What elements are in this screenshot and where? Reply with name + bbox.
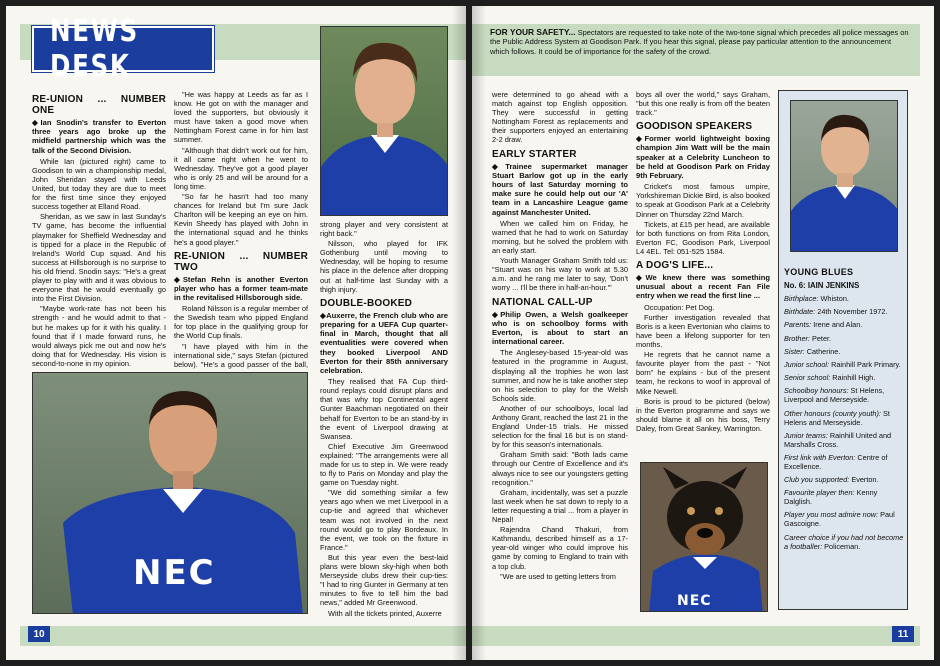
paragraph: Roland Nilsson is a regular member of the Swedish team who pipped England for top place in the qualifying group for the World Cup finals.	[174, 304, 308, 341]
young-blues-subtitle: No. 6: IAIN JENKINS	[784, 281, 860, 290]
heading-reunion-two: RE-UNION ... NUMBER TWO	[174, 250, 308, 273]
paragraph: Tickets, at £15 per head, are available for both functions on from Rita London, Everton FC, Goodison Park, Liverpool L4 4EL. Tel: 051-525 1584.	[636, 219, 770, 256]
page-number: 10	[28, 626, 50, 642]
profile-label: Favourite player then:	[784, 488, 855, 498]
safety-heading: FOR YOUR SAFETY...	[490, 27, 576, 37]
profile-value: 24th November 1972.	[817, 307, 888, 317]
profile-value: St Helens and Merseyside.	[784, 408, 890, 427]
profile-value: Whiston.	[820, 294, 849, 303]
right-page	[472, 6, 934, 660]
profile-row	[784, 294, 904, 303]
safety-text: Spectators are requested to take note of the two-tone signal which precedes all police messages on the Public Address System at Goodison Park. If you hear this signal, please pay particular attention to the announcement which follows. It could be of importance for the safety of the crowd.	[490, 28, 909, 56]
profile-label: Sister:	[784, 346, 805, 356]
column-2	[174, 90, 308, 379]
profile-value: Peter.	[812, 333, 832, 343]
profile-row	[784, 431, 904, 449]
profile-label: Career choice if you had not become a footballer:	[784, 532, 904, 551]
paragraph: Occupation: Pet Dog.	[644, 302, 715, 312]
masthead-title: NEWS DESK	[50, 14, 139, 84]
paragraph: Graham, incidentally, was set a puzzle last week when he sat down to reply to a letter requesting a trial ... from a player in Nepal!	[492, 487, 628, 525]
profile-label: Brother:	[784, 333, 810, 343]
paragraph: Youth Manager Graham Smith told us: "Stuart was on his way to work at 5.30 a.m. and he rang me later to say, 'Don't worry ... I'll be there in half-an-hour.'"	[492, 256, 628, 293]
young-blues-profile	[784, 268, 904, 555]
heading-dogs-life: A DOG'S LIFE...	[636, 260, 714, 272]
paragraph: "Maybe work-rate has not been his strength - and he would admit to that - but he makes up for it with his quality. I found that if I made forward runs, he would always pick me out and now he's doing that for Wednesday. His vision is second-to-none in my opinion.	[32, 304, 166, 368]
profile-label: Parents:	[784, 320, 812, 330]
profile-value: Centre of Excellence.	[784, 452, 888, 471]
profile-label: First link with Everton:	[784, 452, 856, 462]
profile-row	[784, 453, 904, 471]
paragraph: But this year even the best-laid plans were blown sky-high when both Merseyside clubs drew their cup-ties: "I had to ring Gunter in Germany at ten minutes to five to tell him the bad news," added Mr Greenwood.	[320, 552, 448, 608]
profile-row	[784, 334, 904, 343]
paragraph: "We are used to getting letters from	[500, 571, 616, 581]
profile-row	[784, 409, 904, 427]
column-1	[32, 90, 166, 369]
paragraph: He regrets that he cannot name a favourite player from the past - "Not born" he explains - but of the present team, he reckons to woof in approval of Mike Newell.	[636, 350, 770, 396]
profile-value: Paul Gascoigne.	[784, 510, 895, 529]
lead-goodison-speakers: ◆ Former world lightweight boxing champion Jim Watt will be the main speaker at a Celebrity Luncheon to be held at Goodison Park on Friday 9th February.	[636, 134, 770, 180]
paragraph: Cricket's most famous umpire, Yorkshireman Dickie Bird, is also booked to speak at Goodison Park at a Celebrity Dinner on Thursday 22nd March.	[636, 182, 770, 219]
paragraph: With all the tickets printed, Auxerre	[328, 608, 442, 618]
profile-row	[784, 347, 904, 356]
profile-row	[784, 488, 904, 506]
column-3	[320, 220, 448, 619]
profile-label: Other honours (county youth):	[784, 408, 881, 418]
shirt-sponsor: NEC	[133, 553, 216, 593]
footer-strip	[20, 626, 466, 646]
profile-value: Rainhill Park Primary.	[831, 359, 901, 369]
news-desk-masthead	[32, 14, 214, 84]
paragraph: Another of our schoolboys, local lad Anthony Grant, reached the last 21 in the England Under-15 trials. He missed selection for the final 16 but is on stand-by for this season's internationals.	[492, 403, 628, 450]
profile-label: Club you supported:	[784, 475, 850, 485]
page-number: 11	[892, 626, 914, 642]
profile-value: Everton.	[851, 475, 879, 485]
heading-goodison-speakers: GOODISON SPEAKERS	[636, 121, 753, 133]
paragraph: "So far he hasn't had too many chances for Ireland but I'm sure Jack Charlton will be keeping an eye on him. Kevin Sheedy has played with John in the international squad and he thinks he's a good player."	[174, 192, 308, 247]
photo-stefan-rehn	[32, 372, 308, 614]
lead-early-starter: ◆ Trainee supermarket manager Stuart Barlow got up in the early hours of last Saturday morning to make sure he could help out our 'A' team in a Lancashire League game against Manchester United.	[492, 162, 628, 217]
lead-reunion-one: ◆ Ian Snodin's transfer to Everton three years ago broke up the midfield partnership which was the talk of the Second Division.	[32, 118, 166, 155]
lead-national-callup: ◆ Philip Owen, a Welsh goalkeeper who is on schoolboy forms with Everton, is about to start an international career.	[492, 310, 628, 347]
profile-row	[784, 510, 904, 528]
heading-national-callup: NATIONAL CALL-UP	[492, 296, 593, 308]
paragraph: They realised that FA Cup third-round replays could disrupt plans and that was why top Continental agent Gunter Baachman negotiated on their behalf for Everton to be an stand-by in the event of Liverpool drawing at Swansea.	[320, 377, 448, 441]
lead-reunion-two: ◆ Stefan Rehn is another Everton player who has a former team-mate in the revitalised Hillsborough side.	[174, 275, 308, 303]
safety-notice	[490, 28, 910, 56]
profile-row	[784, 533, 904, 551]
young-blues-title: YOUNG BLUES	[784, 267, 854, 277]
photo-ian-snodin	[320, 26, 448, 216]
profile-label: Junior teams:	[784, 430, 828, 440]
paragraph: Chief Executive Jim Greenwood explained: "The arrangements were all made for us to step in. We were ready to fly to Paris on Monday and play the game on Tuesday night.	[320, 441, 448, 488]
profile-value: Catherine.	[806, 346, 841, 356]
heading-double-booked: DOUBLE-BOOKED	[320, 297, 413, 309]
paragraph: Boris is proud to be pictured (below) in the Everton programme and says we should blame it all on his boss, Terry Daley, from Great Sankey, Warrington.	[636, 396, 770, 433]
player-portrait-illustration	[791, 101, 898, 252]
profile-row	[784, 320, 904, 329]
paragraph: "I have played with him in the international side," says Stefan (pictured below). "He's a good passer of the ball,	[174, 341, 308, 369]
lead-double-booked: ◆ Auxerre, the French club who are preparing for a UEFA Cup quarter-final in March, thought that all eventualities were covered when they booked Liverpool AND Everton for their 85th anniversary celebration.	[320, 311, 448, 375]
dog-illustration	[641, 463, 768, 612]
paragraph: The Anglesey-based 15-year-old was featured in the programme in August, displaying all the trophies he won last summer, and now he is take another step on his selection to play for the Welsh Schools side.	[492, 348, 628, 403]
profile-value: Policeman.	[824, 541, 861, 551]
profile-label: Birthplace:	[784, 294, 819, 303]
profile-row	[784, 373, 904, 382]
profile-row	[784, 386, 904, 404]
profile-label: Birthdate:	[784, 307, 816, 317]
paragraph: "He was happy at Leeds as far as I know. He got on with the manager and loved the supporters, but obviously it must have taken a good move when Nottingham Forest came in for him last summer.	[174, 90, 308, 145]
profile-label: Junior school:	[784, 359, 830, 369]
profile-label: Schoolboy honours:	[784, 386, 849, 396]
paragraph: Nilsson, who played for IFK Gothenburg until moving to Wednesday, will be hoping to resume his place in the defence after dropping out at half-time last Sunday with a thigh injury.	[320, 239, 448, 294]
paragraph: boys all over the world," says Graham, "but this one really is from off the beaten track."	[636, 90, 770, 118]
profile-value: St Helens, Liverpool and Merseyside.	[784, 386, 885, 405]
profile-value: Rainhill High.	[832, 373, 876, 383]
paragraph: While Ian (pictured right) came to Goodison to win a championship medal, John Sheridan stayed with Leeds United, but today they are due to meet for the first time since they enjoyed success together at Elland Road.	[32, 156, 166, 212]
heading-early-starter: EARLY STARTER	[492, 148, 577, 160]
column-1	[492, 90, 628, 582]
profile-row	[784, 475, 904, 484]
gutter-shadow	[452, 6, 466, 660]
photo-iain-jenkins	[790, 100, 898, 252]
paragraph: were determined to go ahead with a match against top English opposition. They were successful in getting Nottingham Forest as replacements and their supporters enjoyed an entertaining 2-2 draw.	[492, 90, 628, 145]
profile-value: Kenny Dalglish.	[784, 488, 878, 507]
profile-row	[784, 307, 904, 316]
paragraph: "Although that didn't work out for him, it all came right when he went to Wednesday. They've got a good player who is only 25 and will be around for a long time.	[174, 145, 308, 191]
paragraph: "We did something similar a few years ago when we met Liverpool in a cup-tie and agreed that whichever team was not involved in the next round would go to play Bordeaux. In the event, we took on the fixture in France."	[320, 488, 448, 552]
column-2	[636, 90, 770, 434]
photo-boris-dog	[640, 462, 768, 612]
player-portrait-illustration	[321, 27, 448, 216]
profile-value: Rainhill United and Marshalls Cross.	[784, 430, 892, 449]
profile-label: Senior school:	[784, 373, 831, 383]
footer-strip	[472, 626, 920, 646]
profile-value: Irene and Alan.	[813, 320, 863, 330]
paragraph: Graham Smith said: "Both lads came through our Centre of Excellence and it's always nice to see our youngsters getting recognition."	[492, 450, 628, 487]
paragraph: Sheridan, as we saw in last Sunday's TV game, has become the influential playmaker for Sheffield Wednesday and is tipped for a place in the Republic of Ireland's World Cup squad. And his success at Hillsborough is no surprise to his old friend. Snodin says: "He's a great player to play with and it was obvious to everyone that he would eventually go into the First Division.	[32, 212, 166, 304]
dog-shirt-sponsor: NEC	[677, 593, 712, 609]
left-page	[6, 6, 466, 660]
paragraph: strong player and very consistent at right back."	[320, 220, 448, 239]
paragraph: Further investigation revealed that Boris is a keen Evertonian who claims to have been a lifelong supporter for ten months.	[636, 312, 770, 350]
profile-row	[784, 360, 904, 369]
gutter-shadow	[472, 6, 486, 660]
paragraph: When we called him on Friday, he warned that he had to work on Saturday morning, but he solved the problem with an early start.	[492, 218, 628, 256]
lead-dogs-life: ◆ We knew there was something unusual about a recent Fan File entry when we read the first line ...	[636, 273, 770, 301]
heading-reunion-one: RE-UNION ... NUMBER ONE	[32, 94, 166, 116]
profile-label: Player you most admire now:	[784, 510, 879, 520]
paragraph: Rajendra Chand Thakuri, from Kathmandu, described himself as a 17-year-old winger who could improve his game by coming to England to train with a top club.	[492, 525, 628, 571]
